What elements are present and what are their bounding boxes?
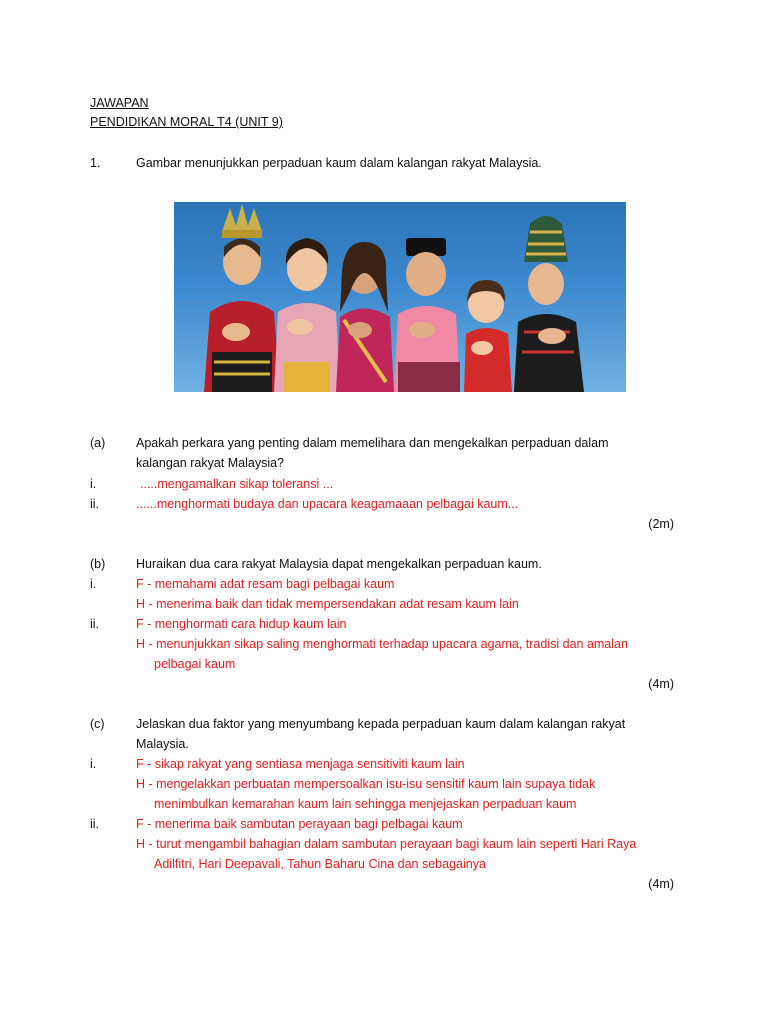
answer-explanation: H - menunjukkan sikap saling menghormati terhadap upacara agama, tradisi dan amalan [136,637,628,651]
answer-fact: F - menerima baik sambutan perayaan bagi pelbagai kaum [136,817,463,831]
item-number: ii. [90,617,100,631]
child-figure [204,204,280,392]
question-label: (c) [90,717,105,731]
child-figure [464,280,512,392]
item-number: ii. [90,497,100,511]
answer-explanation: H - menerima baik dan tidak mempersendakan adat resam kaum lain [136,597,519,611]
question-text: Apakah perkara yang penting dalam memelihara dan mengekalkan perpaduan dalam [136,436,609,450]
question-label: (b) [90,557,106,571]
question-text: Huraikan dua cara rakyat Malaysia dapat mengekalkan perpaduan kaum. [136,557,542,571]
child-figure [394,238,460,392]
answer-text: ......menghormati budaya dan upacara keagamaaan pelbagai kaum... [136,497,519,511]
question-text: Gambar menunjukkan perpaduan kaum dalam kalangan rakyat Malaysia. [136,156,542,170]
answer-explanation-continued: Adilfitri, Hari Deepavali, Tahun Baharu Cina dan sebagainya [154,857,486,871]
question-label: (a) [90,436,106,450]
marks-label: (4m) [648,877,674,891]
item-number: i. [90,577,97,591]
answer-text: .....mengamalkan sikap toleransi ... [140,477,334,491]
answer-fact: F - memahami adat resam bagi pelbagai kaum [136,577,395,591]
item-number: ii. [90,817,100,831]
child-figure [514,216,584,392]
marks-label: (4m) [648,677,674,691]
answer-explanation-continued: menimbulkan kemarahan kaum lain sehingga menjejaskan perpaduan kaum [154,797,577,811]
answer-fact: F - sikap rakyat yang sentiasa menjaga sensitiviti kaum lain [136,757,465,771]
child-figure [274,238,340,392]
document-title: JAWAPAN [90,96,149,110]
document-subtitle: PENDIDIKAN MORAL T4 (UNIT 9) [90,115,283,129]
question-text: kalangan rakyat Malaysia? [136,456,284,470]
marks-label: (2m) [648,517,674,531]
child-figure [336,242,394,392]
children-traditional-costume-photo [174,202,626,392]
answer-explanation: H - mengelakkan perbuatan mempersoalkan isu-isu sensitif kaum lain supaya tidak [136,777,596,791]
item-number: i. [90,477,97,491]
photo-illustration [174,202,626,392]
answer-explanation: H - turut mengambil bahagian dalam sambutan perayaan bagi kaum lain seperti Hari Raya [136,837,637,851]
answer-explanation-continued: pelbagai kaum [154,657,236,671]
question-text: Malaysia. [136,737,189,751]
question-number: 1. [90,156,101,170]
item-number: i. [90,757,97,771]
answer-fact: F - menghormati cara hidup kaum lain [136,617,347,631]
question-text: Jelaskan dua faktor yang menyumbang kepada perpaduan kaum dalam kalangan rakyat [136,717,626,731]
